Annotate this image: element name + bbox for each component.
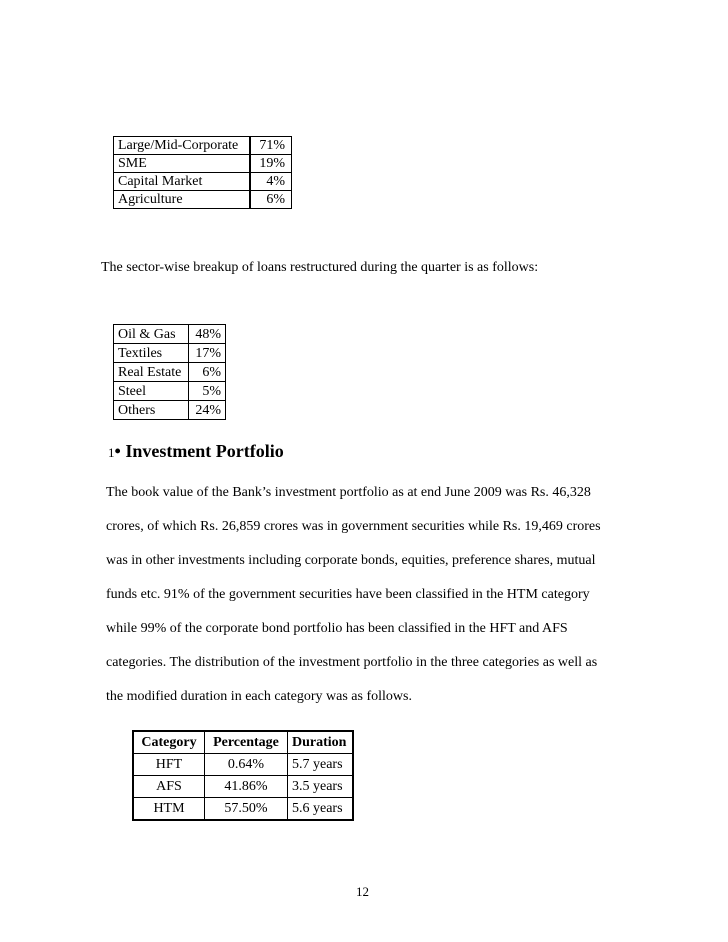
table-cell-category: HFT bbox=[133, 754, 205, 776]
table-cell-percentage: 0.64% bbox=[205, 754, 288, 776]
table-cell-value: 6% bbox=[250, 191, 292, 209]
table-cell-value: 5% bbox=[189, 382, 226, 401]
table-cell-percentage: 41.86% bbox=[205, 776, 288, 798]
table-cell-value: 24% bbox=[189, 401, 226, 420]
column-header-category: Category bbox=[133, 731, 205, 754]
intro-paragraph: The sector-wise breakup of loans restructured during the quarter is as follows: bbox=[101, 260, 539, 275]
body-line: the modified duration in each category was as follows. bbox=[106, 689, 412, 704]
table-cell-label: Real Estate bbox=[114, 363, 189, 382]
table-row bbox=[133, 754, 353, 776]
table-row bbox=[133, 798, 353, 821]
table-cell-label: SME bbox=[114, 155, 251, 173]
loan-sector-table bbox=[113, 136, 292, 209]
column-header-percentage: Percentage bbox=[205, 731, 288, 754]
table-cell-percentage: 57.50% bbox=[205, 798, 288, 821]
section-number: 1 bbox=[108, 445, 115, 460]
table-cell-label: Steel bbox=[114, 382, 189, 401]
table-cell-label: Textiles bbox=[114, 344, 189, 363]
table-cell-value: 17% bbox=[189, 344, 226, 363]
table-cell-category: HTM bbox=[133, 798, 205, 821]
table-cell-duration: 5.6 years bbox=[288, 798, 354, 821]
table-cell-label: Large/Mid-Corporate bbox=[114, 137, 251, 155]
table-header-row bbox=[133, 731, 353, 754]
body-line: while 99% of the corporate bond portfolio has been classified in the HFT and AFS bbox=[106, 621, 568, 636]
body-line: categories. The distribution of the investment portfolio in the three categories as well as bbox=[106, 655, 598, 670]
page-number: 12 bbox=[356, 884, 369, 899]
table-row bbox=[114, 363, 226, 382]
table-cell-value: 48% bbox=[189, 325, 226, 344]
bullet-icon: • bbox=[114, 441, 121, 461]
table-row bbox=[114, 137, 292, 155]
table-row bbox=[114, 191, 292, 209]
section-title: Investment Portfolio bbox=[125, 441, 284, 461]
investment-portfolio-table bbox=[132, 730, 354, 821]
table-cell-duration: 3.5 years bbox=[288, 776, 354, 798]
table-row bbox=[114, 173, 292, 191]
table-cell-label: Agriculture bbox=[114, 191, 251, 209]
table-row bbox=[133, 776, 353, 798]
body-line: The book value of the Bank’s investment portfolio as at end June 2009 was Rs. 46,328 bbox=[106, 485, 591, 500]
table-cell-value: 19% bbox=[250, 155, 292, 173]
table-cell-value: 71% bbox=[250, 137, 292, 155]
column-header-duration: Duration bbox=[288, 731, 354, 754]
table-cell-label: Oil & Gas bbox=[114, 325, 189, 344]
table-row bbox=[114, 155, 292, 173]
table-cell-value: 6% bbox=[189, 363, 226, 382]
body-paragraph bbox=[106, 484, 646, 722]
table-row bbox=[114, 382, 226, 401]
body-line: was in other investments including corporate bonds, equities, preference shares, mutual bbox=[106, 553, 596, 568]
table-cell-category: AFS bbox=[133, 776, 205, 798]
body-line: funds etc. 91% of the government securities have been classified in the HTM category bbox=[106, 587, 590, 602]
table-cell-value: 4% bbox=[250, 173, 292, 191]
section-heading bbox=[108, 441, 284, 462]
table-row bbox=[114, 325, 226, 344]
body-line: crores, of which Rs. 26,859 crores was in government securities while Rs. 19,469 crores bbox=[106, 519, 601, 534]
table-cell-label: Capital Market bbox=[114, 173, 251, 191]
table-cell-label: Others bbox=[114, 401, 189, 420]
restructured-sector-table bbox=[113, 324, 226, 420]
table-cell-duration: 5.7 years bbox=[288, 754, 354, 776]
table-row bbox=[114, 401, 226, 420]
table-row bbox=[114, 344, 226, 363]
